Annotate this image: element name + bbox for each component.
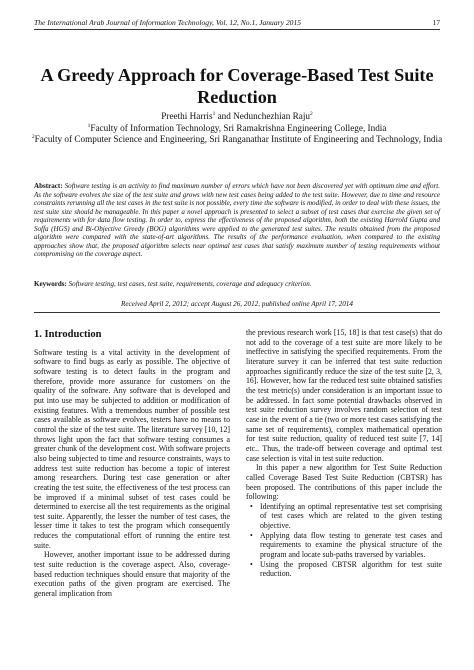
abstract bbox=[34, 182, 440, 259]
affiliation-2: $^2$Faculty of Computer Science and Engineering, Sri Ranganathar Institute of Engineering and Technology, India bbox=[31, 133, 443, 144]
abstract-text: Software testing is an activity to find maximum number of errors which have not been discovered yet with optimum time and effort. As the software evolves the size of the test suite and grows with new test cases being added to the test suite. However, due to time and resource constraints rerunning all the test cases in the test suite is not possible, every time the software is modified, in order to deal with these issues, the test suite size should be manageable. In this paper a novel approach is presented to select a subset of test cases that exercise the given set of requirements with for data flow testing. In order to, express the effectiveness of the proposed algorithm, both the existing Harrold Gupta and Soffa (HGS) and Bi-Objective Greedy (BOG) algorithms were applied to the generated test suites. The results obtained from the proposed algorithm were compared with the state-of-art algorithms. The results of the performance evaluation, when compared to the existing approaches show that, the proposed algorithm selects near optimal test cases that satisfy maximum number of testing requirements without compromising on the coverage aspect. bbox=[34, 182, 440, 259]
contribution-list bbox=[246, 502, 442, 579]
paragraph: the previous research work [15, 18] is that test case(s) that do not add to the coverage of a test suite are more likely to be ineffective in satisfying the specified requirements. From the literature survey it can be inferred that test suite reduction approaches significantly reduce the size of the test suite [2, 3, 16]. However, how far the reduced test suite obtained satisfies the test metric(s) under consideration is an important issue to be addressed. In fact some potential drawbacks observed in test suite reduction survey involves random selection of test case in the event of a tie (two or more test cases satisfying the same set of requirements), complex mathematical operation for test suite reduction, quality of reduced test suite [7, 14] etc.. Thus, the trade-off between coverage and optimal test case selection is vital in test suite reduction. bbox=[246, 328, 442, 463]
received-dates: Received April 2, 2012; accept August 26, 2012, published online April 17, 2014 bbox=[34, 300, 440, 313]
author-names: Preethi Harris$^1$ and Nedunchezhian Raju$^2$ bbox=[161, 110, 313, 121]
list-item: • Identifying an optimal representative test set comprising of test cases which are related to the given testing objective. bbox=[250, 501, 442, 531]
left-column bbox=[34, 328, 230, 599]
keywords bbox=[34, 280, 440, 289]
keywords-text: Software testing, test cases, test suite, requirements, coverage and adequacy criterion. bbox=[66, 280, 312, 288]
affiliation-1: $^1$Faculty of Information Technology, Sri Ramakrishna Engineering College, India bbox=[87, 122, 387, 133]
journal-citation: The International Arab Journal of Information Technology, Vol. 12, No.1, January 2015 bbox=[34, 18, 302, 27]
bullet-icon: • bbox=[250, 559, 253, 569]
running-header bbox=[34, 18, 440, 30]
abstract-label: Abstract: bbox=[34, 182, 63, 190]
bullet-icon: • bbox=[250, 501, 253, 511]
author-block bbox=[20, 111, 454, 146]
paper-title: A Greedy Approach for Coverage-Based Test Suite Reduction bbox=[40, 65, 434, 107]
section-heading: 1. Introduction bbox=[34, 329, 102, 340]
paragraph: However, another important issue to be addressed during test suite reduction is the coverage aspect. Also, coverage-based reduction techniques should ensure that majority of the execution paths of the given program are exercised. The general implication from bbox=[34, 550, 230, 599]
list-item: • Using the proposed CBTSR algorithm for test suite reduction. bbox=[250, 559, 442, 579]
paragraph: Software testing is a vital activity in the development of software to find bugs as early as possible. The objective of software testing is to detect faults in the program and therefore, provide more assurance for customers on the quality of the software. Any software that is developed and put into use may be subjected to addition or modification of existing features. With a tremendous number of possible test cases available as software evolves, testers have no means to control the size of the test suite. The literature survey [10, 12] throws light upon the fact that software testing consumes a greater chunk of the development cost. With software projects also being subjected to time and resource constraints, ways to address test suite reduction has become a topic of interest among researchers. During test case generation or after creating the test suite, the effectiveness of the test process can be improved if a minimal subset of test cases could be determined to exercise all the test requirements as the original test suite. Apparently, the lesser the number of test cases, the lesser time it takes to test the program which consequently reduces the computational effort of running the entire test suite. bbox=[34, 347, 230, 550]
list-item: • Applying data flow testing to generate test cases and requirements to examine the physical structure of the program and locate sub-paths traversed by variables. bbox=[250, 530, 442, 560]
right-column bbox=[246, 328, 442, 579]
keywords-label: Keywords: bbox=[34, 280, 67, 288]
bullet-icon: • bbox=[250, 530, 253, 540]
page-number: 17 bbox=[432, 18, 440, 27]
paragraph: In this paper a new algorithm for Test Suite Reduction called Coverage Based Test Suite Reduction (CBTSR) has been proposed. The contributions of this paper include the following: bbox=[246, 463, 442, 502]
